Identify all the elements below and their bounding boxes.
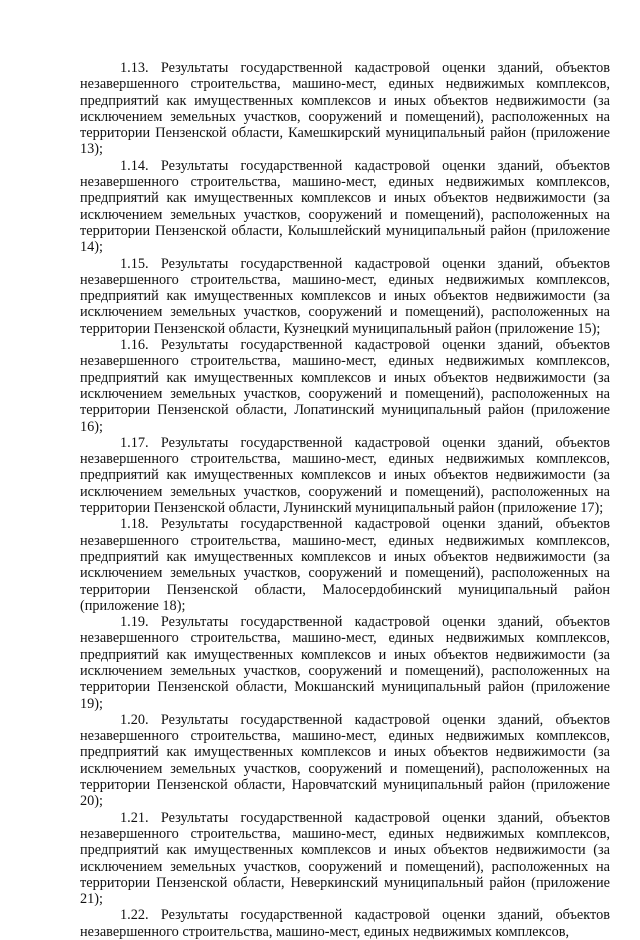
- item-text: Результаты государственной кадастровой оценки зданий, объектов незавершенного строительства, машино-мест, единых недвижимых комплексов, предприятий как имущественных комплексов и иных объектов недвижимости (за исключением земельных участков, сооружений и помещений), расположенных на территории Пензенской области, Малосердобинский муниципальный район (приложение 18);: [80, 516, 610, 614]
- item-text: Результаты государственной кадастровой оценки зданий, объектов незавершенного строительства, машино-мест, единых недвижимых комплексов, предприятий как имущественных комплексов и иных объектов недвижимости (за исключением земельных участков, сооружений и помещений), расположенных на территории Пензенской области, Наровчатский муниципальный район (приложение 20);: [80, 711, 610, 810]
- paragraph-1-16: [80, 337, 610, 435]
- item-number: 1.16.: [120, 337, 149, 354]
- item-number: 1.22.: [120, 907, 149, 924]
- paragraph-1-13: [80, 60, 610, 158]
- item-number: 1.14.: [120, 157, 149, 174]
- paragraph-1-21: [80, 810, 610, 908]
- item-number: 1.13.: [120, 60, 149, 76]
- item-text: Результаты государственной кадастровой оценки зданий, объектов незавершенного строительства, машино-мест, единых недвижимых комплексов,: [80, 907, 610, 940]
- item-number: 1.19.: [120, 614, 149, 631]
- item-number: 1.18.: [120, 516, 149, 533]
- item-text: Результаты государственной кадастровой оценки зданий, объектов незавершенного строительства, машино-мест, единых недвижимых комплексов, предприятий как имущественных комплексов и иных объектов недвижимости (за исключением земельных участков, сооружений и помещений), расположенных на территории Пензенской области, Колышлейский муниципальный район (приложение 14);: [80, 157, 610, 256]
- item-number: 1.15.: [120, 255, 149, 272]
- item-text: Результаты государственной кадастровой оценки зданий, объектов незавершенного строительства, машино-мест, единых недвижимых комплексов, предприятий как имущественных комплексов и иных объектов недвижимости (за исключением земельных участков, сооружений и помещений), расположенных на территории Пензенской области, Мокшанский муниципальный район (приложение 19);: [80, 614, 610, 712]
- item-text: Результаты государственной кадастровой оценки зданий, объектов незавершенного строительства, машино-мест, единых недвижимых комплексов, предприятий как имущественных комплексов и иных объектов недвижимости (за исключением земельных участков, сооружений и помещений), расположенных на территории Пензенской области, Неверкинский муниципальный район (приложение 21);: [80, 809, 610, 908]
- paragraph-1-19: [80, 614, 610, 712]
- item-number: 1.17.: [120, 434, 149, 451]
- item-text: Результаты государственной кадастровой оценки зданий, объектов незавершенного строительства, машино-мест, единых недвижимых комплексов, предприятий как имущественных комплексов и иных объектов недвижимости (за исключением земельных участков, сооружений и помещений), расположенных на территории Пензенской области, Лопатинский муниципальный район (приложение 16);: [80, 337, 610, 435]
- item-number: 1.21.: [120, 809, 149, 826]
- paragraph-1-15: [80, 256, 610, 337]
- paragraph-1-14: [80, 158, 610, 256]
- paragraph-1-18: [80, 516, 610, 614]
- paragraph-1-20: [80, 712, 610, 810]
- paragraph-1-17: [80, 435, 610, 516]
- item-text: Результаты государственной кадастровой оценки зданий, объектов незавершенного строительства, машино-мест, единых недвижимых комплексов, предприятий как имущественных комплексов и иных объектов недвижимости (за исключением земельных участков, сооружений и помещений), расположенных на территории Пензенской области, Лунинский муниципальный район (приложение 17);: [80, 434, 610, 517]
- item-text: Результаты государственной кадастровой оценки зданий, объектов незавершенного строительства, машино-мест, единых недвижимых комплексов, предприятий как имущественных комплексов и иных объектов недвижимости (за исключением земельных участков, сооружений и помещений), расположенных на территории Пензенской области, Кузнецкий муниципальный район (приложение 15);: [80, 255, 610, 337]
- item-number: 1.20.: [120, 711, 149, 728]
- paragraph-1-22: [80, 907, 610, 940]
- item-text: Результаты государственной кадастровой оценки зданий, объектов незавершенного строительства, машино-мест, единых недвижимых комплексов, предприятий как имущественных комплексов и иных объектов недвижимости (за исключением земельных участков, сооружений и помещений), расположенных на территории Пензенской области, Камешкирский муниципальный район (приложение 13);: [80, 60, 610, 158]
